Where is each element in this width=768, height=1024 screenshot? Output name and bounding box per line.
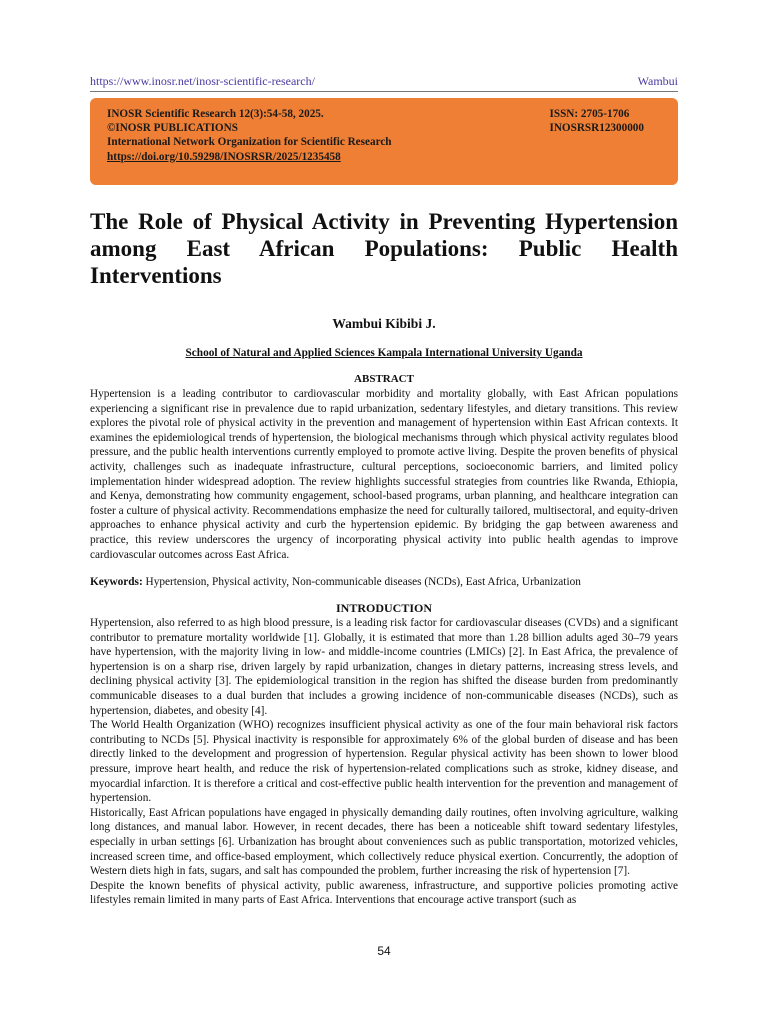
header-rule <box>90 91 678 92</box>
abstract-heading: ABSTRACT <box>354 373 414 385</box>
intro-paragraph: Hypertension, also referred to as high blood pressure, is a leading risk factor for cardiovascular diseases (CVDs) and a significant contributor to premature mortality worldwide [1]. Globally, it is estimated that more than 1.28 billion adults aged 30–79 years have hypertension, with the majority living in low- and middle-income countries (LMICs) [2]. In East Africa, the prevalence of hypertension is on a sharp rise, driven largely by rapid urbanization, changes in dietary patterns, increasing stress levels, and declining physical activity [3]. The epidemiological transition in the region has shifted the disease burden from predominantly communicable diseases to a dual burden that includes a growing incidence of non-communicable diseases (NCDs), such as hypertension, diabetes, and obesity [4]. <box>90 617 678 717</box>
issn: ISSN: 2705-1706 <box>549 108 630 120</box>
running-author: Wambui <box>637 74 678 88</box>
paper-title: The Role of Physical Activity in Preventing Hypertension among East African Populations: Public Health Interventions <box>90 209 678 288</box>
introduction-heading: INTRODUCTION <box>335 601 432 615</box>
journal-code: INOSRSR12300000 <box>549 122 644 135</box>
journal-citation: INOSR Scientific Research 12(3):54-58, 2025. <box>107 108 324 120</box>
introduction-body <box>90 616 678 908</box>
doi-link[interactable]: https://doi.org/10.59298/INOSRSR/2025/1235458 <box>107 150 341 163</box>
abstract-text: Hypertension is a leading contributor to cardiovascular morbidity and mortality globally, with East African populations experiencing a significant rise in prevalence due to rapid urbanization, sedentary lifestyles, and dietary transitions. This review explores the pivotal role of physical activity in the prevention and management of hypertension within East African contexts. It examines the epidemiological trends of hypertension, the biological mechanisms through which physical activity regulates blood pressure, and the public health interventions currently employed to promote active living. Despite the proven benefits of physical activity, challenges such as inadequate infrastructure, cultural perceptions, socioeconomic barriers, and limited policy implementation hinder widespread adoption. The review highlights successful strategies from countries like Rwanda, Ethiopia, and Kenya, demonstrating how community engagement, school-based programs, urban planning, and healthcare integration can foster a culture of physical activity. Recommendations emphasize the need for culturally tailored, multisectoral, and equity-driven approaches to enhance physical activity and curb the hypertension epidemic. By bridging the gap between awareness and practice, this review underscores the urgency of incorporating physical activity into public health agendas to improve cardiovascular outcomes across East Africa. <box>90 388 678 561</box>
journal-banner <box>90 98 678 185</box>
keywords-line <box>90 575 678 590</box>
intro-paragraph: The World Health Organization (WHO) recognizes insufficient physical activity as one of the four main behavioral risk factors contributing to NCDs [5]. Physical inactivity is responsible for approximately 6% of the global burden of disease and has been directly linked to the development and progression of hypertension. Regular physical activity has been shown to lower blood pressure, improve heart health, and reduce the risk of hypertension-related complications such as stroke, kidney disease, and myocardial infarction. It is therefore a critical and cost-effective public health intervention for the prevention and management of hypertension. <box>90 719 678 805</box>
keywords-label: Keywords: <box>90 576 143 588</box>
copyright-line: ©INOSR PUBLICATIONS <box>107 122 238 135</box>
author-name: Wambui Kibibi J. <box>332 316 436 331</box>
intro-paragraph: Despite the known benefits of physical activity, public awareness, infrastructure, and supportive policies promoting active lifestyles remain limited in many parts of East Africa. Interventions that encourage active transport (such as <box>90 879 678 907</box>
banner-identifiers <box>550 107 645 135</box>
organization-name: International Network Organization for Scientific Research <box>107 136 392 149</box>
journal-url-link[interactable]: https://www.inosr.net/inosr-scientific-research/ <box>90 74 315 88</box>
intro-paragraph: Historically, East African populations have engaged in physically demanding daily routines, often involving agriculture, walking long distances, and manual labor. However, in recent decades, there has been a noticeable shift toward sedentary lifestyles, especially in urban settings [6]. Urbanization has brought about conveniences such as public transportation, motorized vehicles, increased screen time, and office-based employment, which collectively reduce physical exertion. Concurrently, the adoption of Western diets high in fats, sugars, and salt has compounded the problem, further increasing the risk of hypertension [7]. <box>90 806 678 878</box>
keywords-list: Hypertension, Physical activity, Non-communicable diseases (NCDs), East Africa, Urbanization <box>145 576 581 588</box>
author-affiliation: School of Natural and Applied Sciences Kampala International University Uganda <box>185 347 583 359</box>
page-number: 54 <box>377 944 391 958</box>
